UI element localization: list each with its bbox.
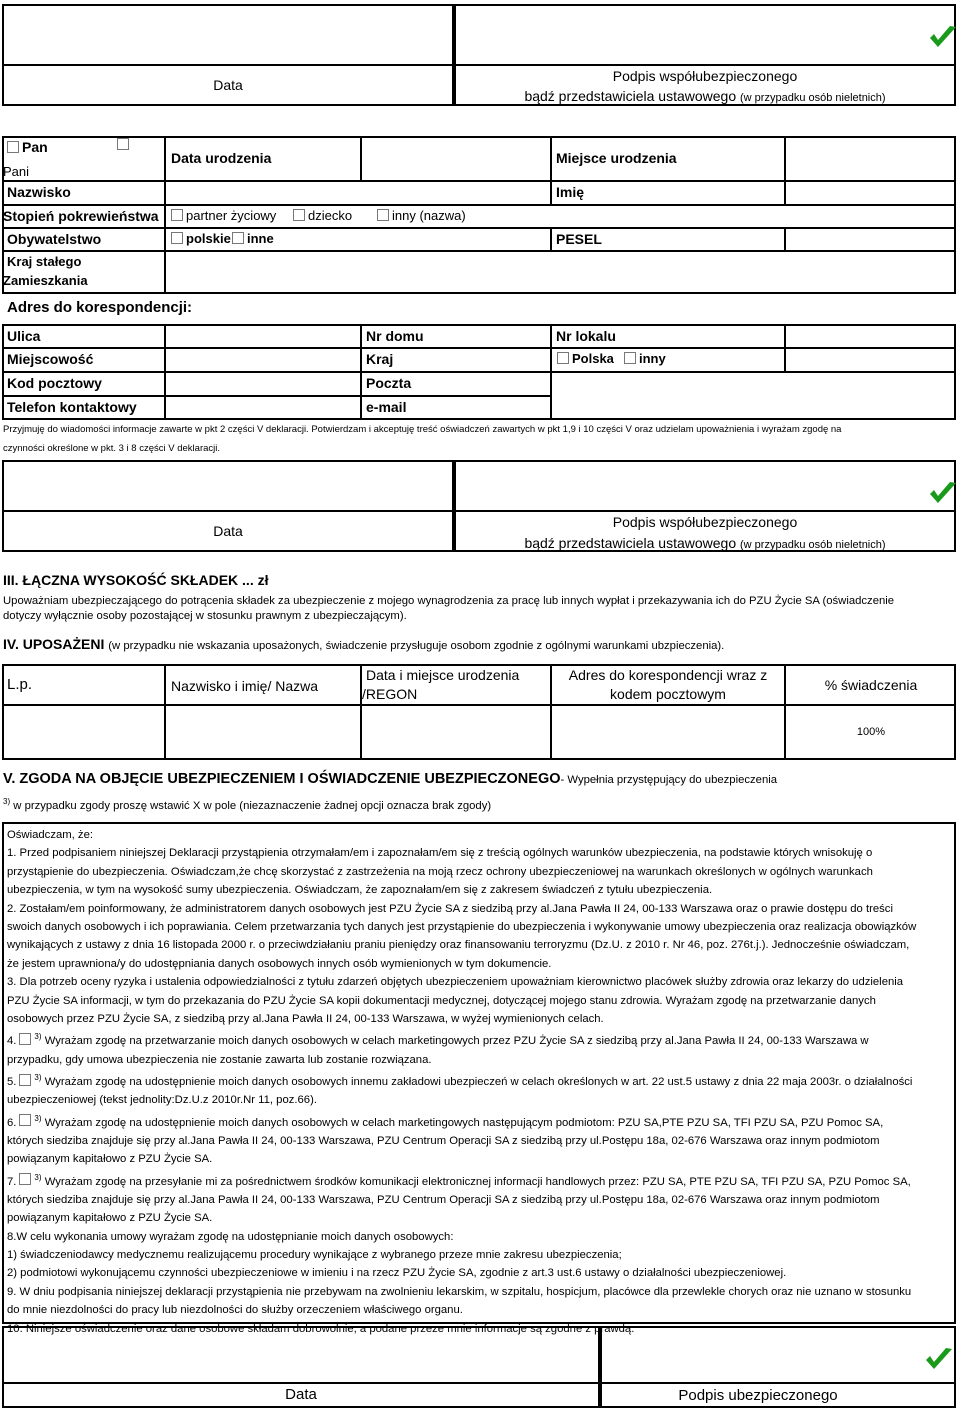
pesel-label: PESEL	[556, 231, 602, 247]
checkbox[interactable]	[171, 209, 183, 221]
city-field[interactable]	[166, 349, 360, 371]
checkbox[interactable]	[232, 232, 244, 244]
divider	[2, 1382, 600, 1384]
declaration-line: powiązanym kapitałowo z PZU Życie SA.	[7, 1212, 213, 1225]
checkbox-pani[interactable]	[117, 138, 129, 150]
relation-child[interactable]: dziecko	[293, 208, 352, 223]
pob-field[interactable]	[786, 136, 956, 180]
divider	[550, 227, 552, 250]
section-4-heading: IV. UPOSAŻENI (w przypadku nie wskazania uposażonych, świadczenie przysługuje osobom zgodnie z ogólnymi warunkami ubzpieczenia).	[3, 636, 725, 652]
consent-7: 7. $^{3)}$ Wyrażam zgodę na przesyłanie mi za pośrednictwem środków komunikacji elektronicznej informacji handlowych przez: PZU SA, PTE PZU SA, TFI PZU SA, PZU Pomoc SA,	[7, 1172, 911, 1188]
section-3-text-2: dotyczy wyłącznie osoby pozostającej w stosunku prawnym z ubezpieczającym).	[3, 610, 407, 622]
divider	[2, 347, 956, 349]
street-field[interactable]	[166, 326, 360, 347]
signature-label-2: bądź przedstawiciela ustawowego (w przypadku osób nieletnich)	[524, 88, 886, 104]
declaration-line: powiązanym kapitałowo z PZU Życie SA.	[7, 1153, 213, 1166]
citizenship-other[interactable]: inne	[232, 231, 274, 246]
beneficiary-address-field[interactable]	[552, 706, 784, 760]
dob-label: Data urodzenia	[171, 150, 272, 166]
declaration-line: ubezpieczeniowej (tekst jednolity:Dz.U.z 2010r.Nr 11, poz.66).	[7, 1094, 317, 1107]
flat-field[interactable]	[786, 326, 956, 347]
residence-field[interactable]	[166, 252, 956, 294]
declaration-line: 10. Niniejsze oświadczenie oraz dane osobowe składam dobrowolnie, a podane przeze mnie informacje są zgodne z prawdą.	[7, 1322, 635, 1335]
beneficiary-name-field[interactable]	[166, 706, 360, 760]
declaration-line: że jestem uprawniona/y do udostępniania danych osobowych innych osób wymienionych w tym dokumencie.	[7, 957, 552, 970]
post-label: Poczta	[366, 375, 412, 391]
country-poland[interactable]: Polska	[557, 351, 614, 366]
divider	[2, 371, 956, 373]
section-3-title: III. ŁĄCZNA WYSOKOŚĆ SKŁADEK ... zł	[3, 572, 269, 588]
checkmark-icon	[928, 24, 958, 50]
declaration-line: 1. Przed podpisaniem niniejszej Deklaracji przystąpienia otrzymałam/em i zapoznałam/em się z treścią ogólnych warunków ubezpieczenia, na podstawie których wnisokuję o	[7, 847, 873, 860]
declaration-line: 8.W celu wykonania umowy wyrażam zgodę na udostępnianie moich danych osobowych:	[7, 1230, 454, 1243]
col-dob-1: Data i miejsce urodzenia	[366, 667, 520, 683]
beneficiary-dob-field[interactable]	[362, 706, 550, 760]
declaration-line: ubezpieczenia, w tym na wysokość sumy ubezpieczenia. Oświadczam, że zapoznałam/em się z zakresem świadczeń z tytułu ubezpieczenia.	[7, 884, 713, 897]
consent-7-checkbox[interactable]	[19, 1173, 31, 1185]
declaration-text	[7, 826, 952, 1338]
relation-other[interactable]: inny (nazwa)	[377, 208, 466, 223]
citizenship-polish[interactable]: polskie	[171, 231, 231, 246]
postcode-label: Kod pocztowy	[7, 375, 102, 391]
section-3-text-1: Upoważniam ubezpieczającego do potrącenia składek za ubezpieczenie z mojego wynagrodzenia za pracę lub innych wypłat i przekazywania ich do PZU Życie SA (oświadczenie	[3, 595, 895, 607]
divider	[360, 324, 362, 420]
divider	[2, 204, 956, 206]
declaration-line: osobowych przez PZU Życie SA, z siedzibą przy al.Jana Pawła II 24, 00-133 Warszawa, w wyżej wymienionych celach.	[7, 1013, 604, 1026]
relation-label: Stopień pokrewieństwa	[3, 208, 159, 224]
pesel-field[interactable]	[786, 229, 956, 250]
consent-6: 6. $^{3)}$ Wyrażam zgodę na udostępnienie moich danych osobowych w celach marketingowych następującym podmiotom: PZU SA,PTE PZU SA, TFI PZU SA, PZU Pomoc SA,	[7, 1113, 884, 1129]
relation-partner[interactable]: partner życiowy	[171, 208, 276, 223]
title-pani-label: Pani	[3, 164, 30, 179]
date-label: Data	[213, 523, 243, 539]
country-other[interactable]: inny	[624, 351, 666, 366]
consent-text-1: Przyjmuję do wiadomości informacje zawarte w pkt 2 części V deklaracji. Potwierdzam i akceptuję treść oświadczeń zawartych w pkt 1,9 i 10 części V oraz udzielam upoważnienia i wyrażam zgodę na	[3, 424, 842, 435]
section-5-footnote: $^{3)}$ w przypadku zgody proszę wstawić X w pole (niezaznaczenie żadnej opcji oznacza brak zgody)	[3, 797, 492, 812]
declaration-line: do mnie niezdolności do pracy lub niezdolności do służby orzeczeniem właściwego organu.	[7, 1304, 463, 1317]
citizenship-label: Obywatelstwo	[7, 231, 102, 247]
declaration-line: 1) świadczeniodawcy medycznemu realizującemu procedury wynikające z wybranego przeze mnie zakresu ubezpieczenia;	[7, 1249, 622, 1261]
section-5-heading: V. ZGODA NA OBJĘCIE UBEZPIECZENIEM I OŚWIADCZENIE UBEZPIECZONEGO- Wypełnia przystępujący do ubezpieczenia	[3, 771, 778, 787]
checkbox[interactable]	[293, 209, 305, 221]
checkbox[interactable]	[7, 141, 19, 153]
col-lp: L.p.	[7, 676, 33, 693]
beneficiary-lp-field[interactable]	[4, 706, 164, 760]
address-heading: Adres do korespondencji:	[7, 299, 193, 316]
col-dob-2: /REGON	[362, 686, 418, 702]
phone-field[interactable]	[166, 397, 360, 420]
divider	[454, 510, 956, 512]
declaration-line: przystąpienie do ubezpieczenia. Oświadczam,że chcę skorzystać z zastrzeżenia na moją rzecz ochrony ubezpieczeniowej na warunkach określonych w ogólnych warunkach	[7, 865, 873, 878]
dob-field[interactable]	[362, 136, 550, 180]
signature-label: Podpis współubezpieczonego	[612, 68, 798, 84]
divider	[550, 136, 552, 204]
city-label: Miejscowość	[7, 351, 94, 367]
checkbox[interactable]	[377, 209, 389, 221]
col-name: Nazwisko i imię/ Nazwa	[171, 678, 319, 694]
declaration-line: 9. W dniu podpisania niniejszej deklaracji przystąpienia nie przebywam na zwolnieniu lekarskim, w szpitalu, hospicjum, placówce dla przewlekle chorych oraz nie uznano w stosunku	[7, 1285, 912, 1298]
declaration-intro: Oświadczam, że:	[7, 829, 94, 841]
flat-label: Nr lokalu	[556, 328, 616, 344]
phone-label: Telefon kontaktowy	[7, 399, 137, 415]
residence-label-2: Zamieszkania	[3, 273, 88, 288]
postcode-field[interactable]	[166, 373, 360, 395]
consent-5-checkbox[interactable]	[19, 1074, 31, 1086]
signature-label-2: bądź przedstawiciela ustawowego (w przypadku osób nieletnich)	[524, 535, 886, 551]
signature-label: Podpis ubezpieczonego	[678, 1387, 838, 1404]
signature-label: Podpis współubezpieczonego	[612, 514, 798, 530]
declaration-line: swoich danych osobowych i ich poprawiania. Celem przetwarzania tych danych jest przystąpienie do ubezpieczenia i wykonywanie umowy ubezpieczenia oraz realizacja obowiązków	[7, 921, 917, 934]
col-addr-2: kodem pocztowym	[610, 686, 726, 702]
declaration-line: 3. Dla potrzeb oceny ryzyka i ustalenia odpowiedzialności z tytułu zdarzeń objętych ubezpieczeniem upoważniam kierownictwo placówek służby zdrowia oraz lekarzy do udzielenia	[7, 976, 904, 989]
divider	[550, 324, 552, 420]
divider	[454, 64, 956, 66]
declaration-line: 2. Zostałam/em poinformowany, że administratorem danych osobowych jest PZU Życie SA z siedzibą przy al.Jana Pawła II 24, 00-133 Warszawa oraz o prawie dostępu do treści	[7, 902, 893, 915]
declaration-line: których siedziba znajduje się przy al.Jana Pawła II 24, 00-133 Warszawa, PZU Centrum Operacji SA z siedzibą przy ul.Postępu 18a, 02-676 Warszawa oraz innym podmiotom	[7, 1193, 880, 1206]
percent-total: 100%	[856, 726, 886, 738]
surname-label: Nazwisko	[7, 184, 71, 200]
divider	[2, 510, 454, 512]
residence-label-1: Kraj stałego	[7, 254, 82, 269]
consent-4-checkbox[interactable]	[19, 1033, 31, 1045]
country-label: Kraj	[366, 351, 394, 367]
date-label: Data	[213, 77, 243, 93]
col-addr-1: Adres do korespondencji wraz z	[568, 667, 768, 683]
checkmark-icon	[924, 1346, 954, 1372]
surname-field[interactable]	[166, 182, 550, 204]
declaration-line: których siedziba znajduje się przy al.Jana Pawła II 24, 00-133 Warszawa, PZU Centrum Operacji SA z siedzibą przy ul.Postępu 18a, 02-676 Warszawa oraz innym podmiotom	[7, 1134, 880, 1147]
date-label: Data	[285, 1386, 317, 1403]
declaration-line: przypadku, gdy umowa ubezpieczenia nie zostanie zawarta lub zostanie rozwiązana.	[7, 1053, 432, 1066]
firstname-field[interactable]	[786, 182, 956, 204]
email-label: e-mail	[366, 399, 407, 415]
consent-5: 5. $^{3)}$ Wyrażam zgodę na udostępnienie moich danych osobowych innemu zakładowi ubezpieczeń w celach określonych w art. 22 ust.5 ustawy z dnia 22 maja 2003r. o działalności	[7, 1073, 913, 1088]
checkbox[interactable]	[171, 232, 183, 244]
checkbox[interactable]	[557, 352, 569, 364]
consent-text-2: czynności określone w pkt. 3 i 8 części V deklaracji.	[3, 443, 221, 454]
house-label: Nr domu	[366, 328, 424, 344]
declaration-line: 2) podmiotowi wykonującemu czynności ubezpieczeniowe w imieniu i na rzecz PZU Życie SA, zgodnie z art.3 ust.6 ustawy o działalności ubezpieczeniowej.	[7, 1267, 787, 1280]
firstname-label: Imię	[556, 184, 585, 200]
consent-4: 4. $^{3)}$ Wyrażam zgodę na przetwarzanie moich danych osobowych w celach marketingowych przez PZU Życie SA z siedzibą przy al.Jana Pawła II 24, 00-133 Warszawa w	[7, 1032, 869, 1048]
checkbox[interactable]	[624, 352, 636, 364]
consent-6-checkbox[interactable]	[19, 1114, 31, 1126]
divider	[2, 64, 454, 66]
title-pan[interactable]: Pan	[7, 139, 48, 155]
divider	[600, 1382, 956, 1384]
street-label: Ulica	[7, 328, 41, 344]
declaration-line: wynikających z ustawy z dnia 16 listopada 2000 r. o przeciwdziałaniu praniu pieniędzy oraz finansowaniu terroryzmu (Dz.U. z 2010 r. Nr 46, poz. 276t.j.). Jednocześnie oświadczam,	[7, 939, 910, 952]
col-percent: % świadczenia	[824, 677, 918, 693]
checkmark-icon	[928, 480, 958, 506]
declaration-line: PZU Życie SA informacji, w tym do przekazania do PZU Życie SA kopii dokumentacji medycznej, dotyczącej mojego stanu zdrowia. Wyrażam zgodę na przetwarzanie danych	[7, 994, 876, 1007]
pob-label: Miejsce urodzenia	[556, 150, 677, 166]
